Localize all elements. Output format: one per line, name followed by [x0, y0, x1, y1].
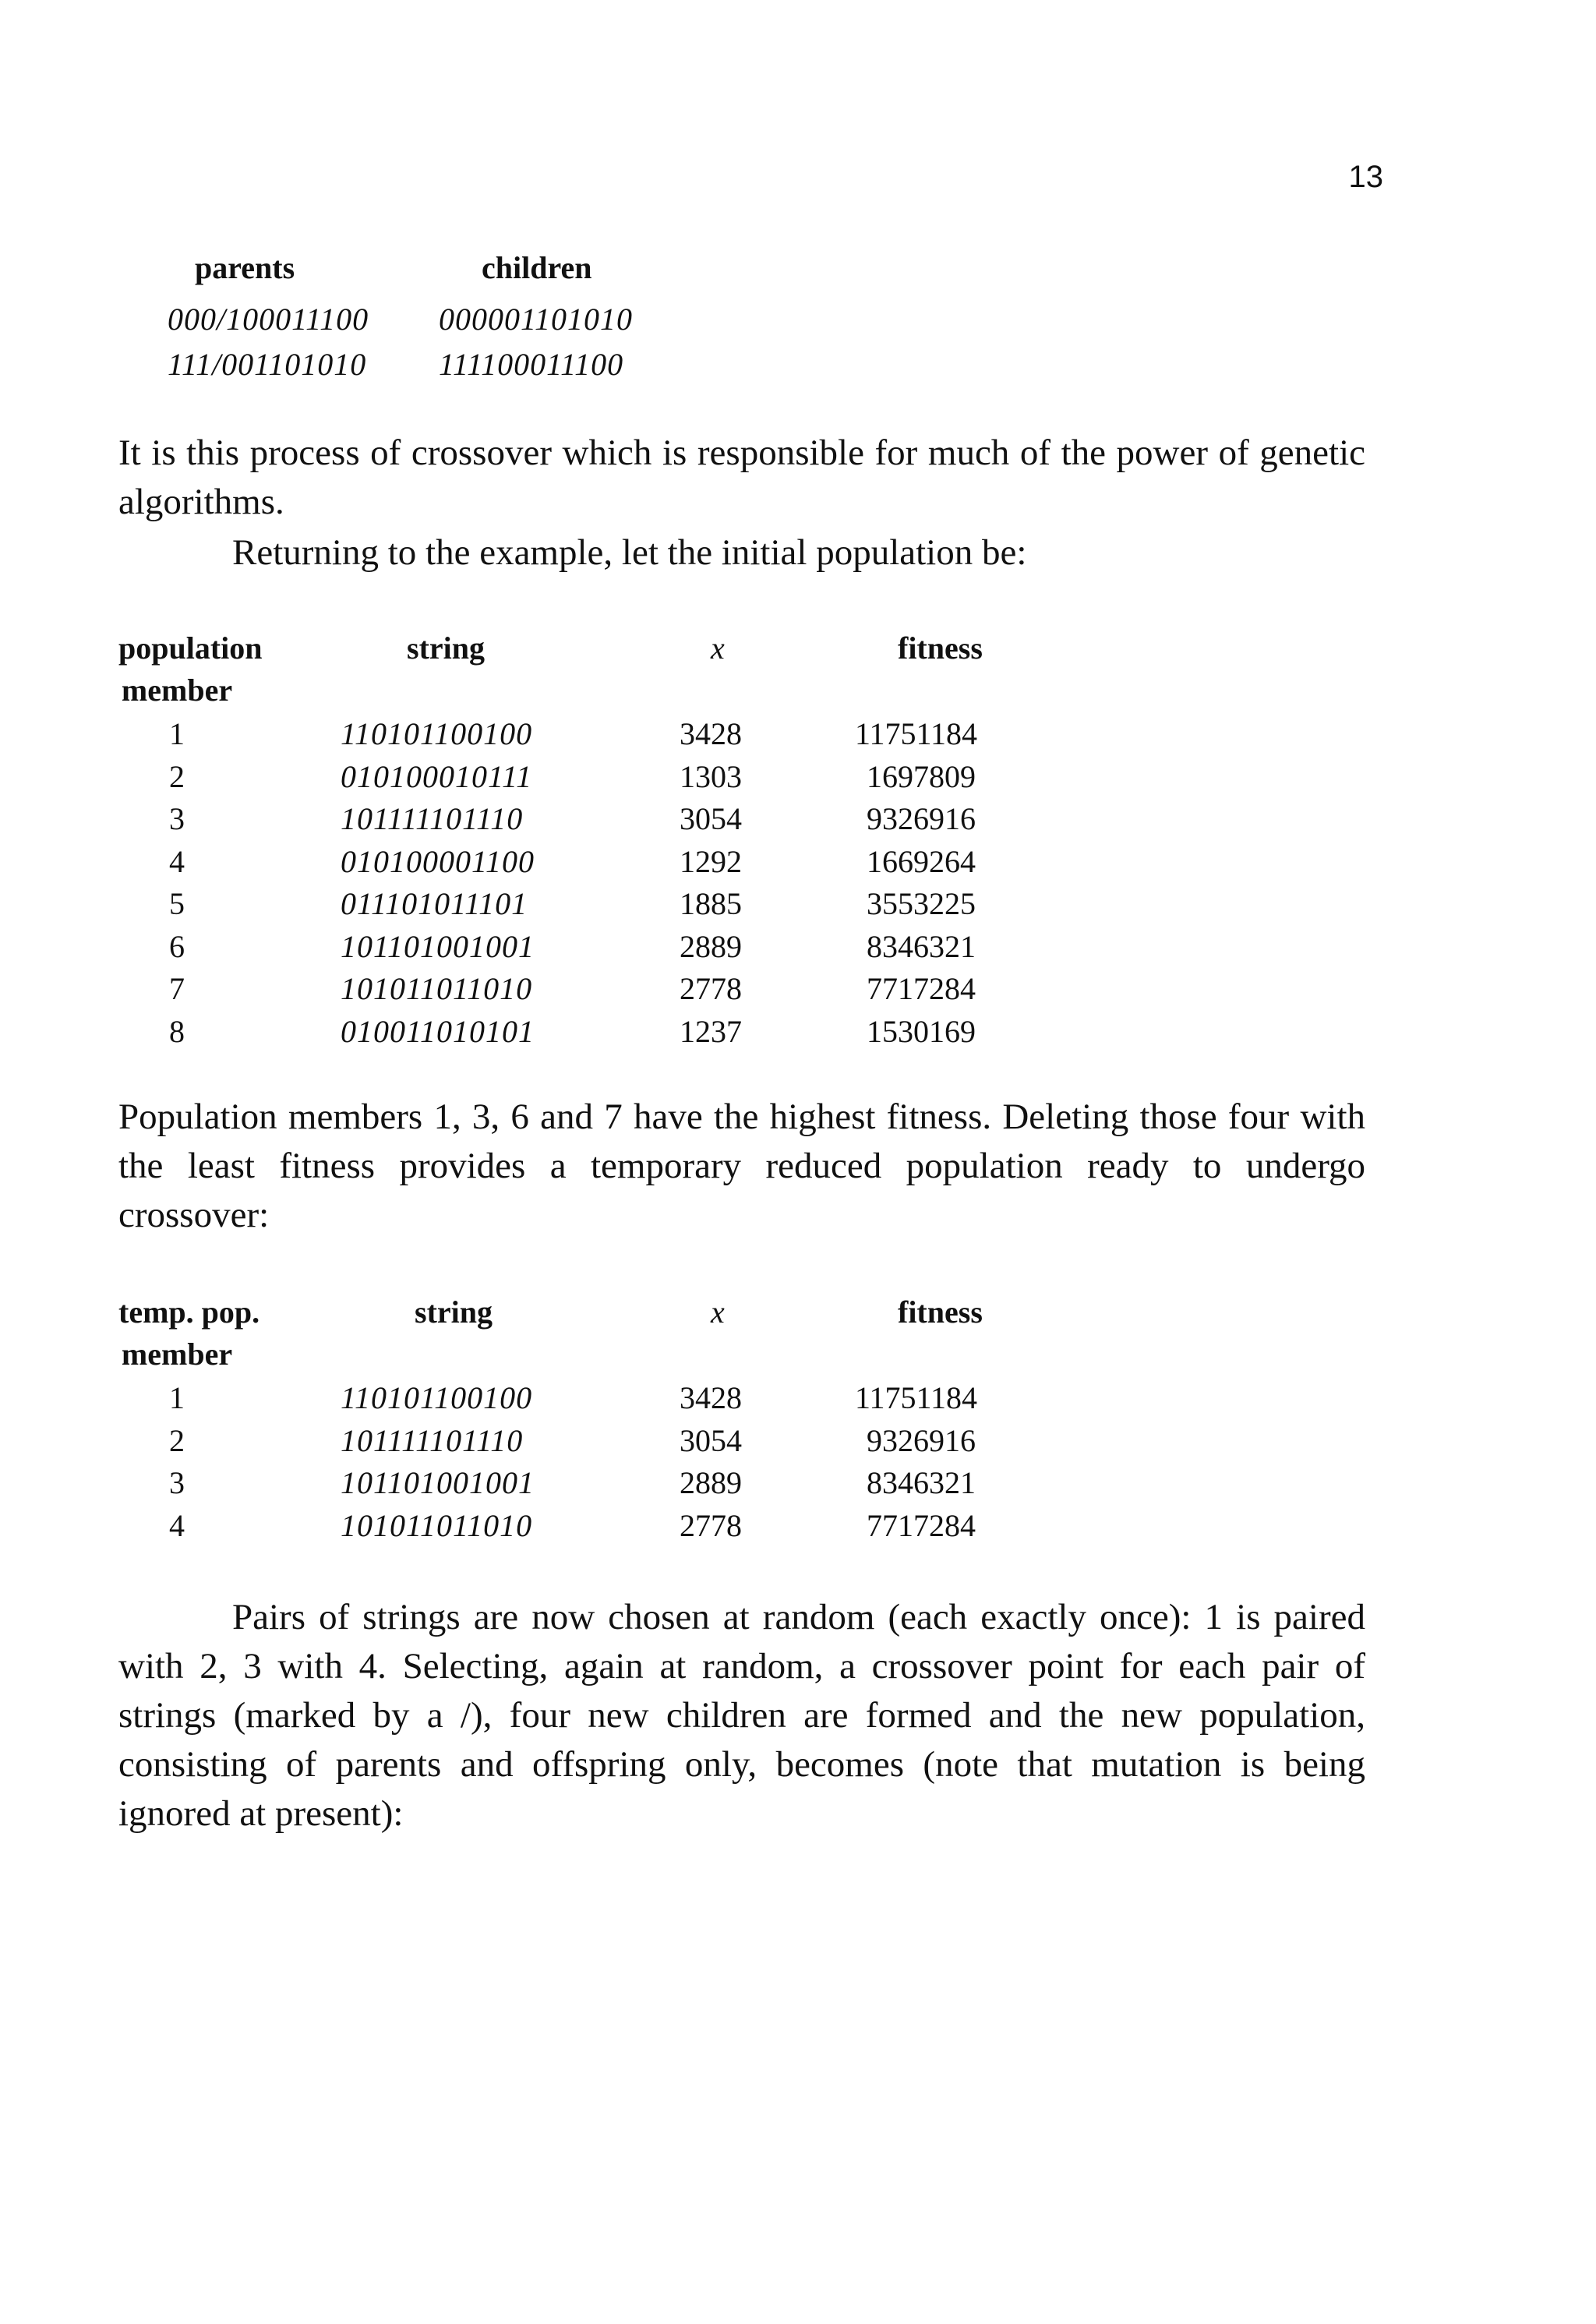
- x-cell: 2889: [680, 928, 742, 964]
- string-cell: 101111101110: [341, 1422, 524, 1458]
- children-header: children: [482, 250, 592, 285]
- string-cell: 110101100100: [341, 716, 533, 751]
- parent-string: 000/100011100: [168, 302, 369, 337]
- member-cell: 2: [169, 758, 185, 794]
- x-cell: 1237: [680, 1013, 742, 1049]
- x-cell: 3054: [680, 1422, 742, 1458]
- string-cell: 010100010111: [341, 758, 533, 794]
- x-cell: 3054: [680, 801, 742, 836]
- fitness-cell: 8346321: [867, 1465, 976, 1500]
- fitness-cell: 1697809: [867, 758, 976, 794]
- column-header-string: string: [407, 630, 485, 666]
- x-cell: 2778: [680, 1507, 742, 1543]
- parents-header: parents: [195, 250, 295, 285]
- column-header-member: population: [118, 630, 263, 666]
- member-cell: 1: [169, 1380, 185, 1415]
- member-cell: 8: [169, 1013, 185, 1049]
- paragraph-highest-fitness: Population members 1, 3, 6 and 7 have the highest fitness. Deleting those four with the least fitness provides a temporary reduced population ready to undergo crossover:: [118, 1097, 1365, 1235]
- x-cell: 2889: [680, 1465, 742, 1500]
- child-string: 111100011100: [439, 347, 624, 382]
- column-header-fitness: fitness: [898, 630, 983, 666]
- fitness-cell: 7717284: [867, 1507, 976, 1543]
- fitness-cell: 11751184: [855, 716, 978, 751]
- x-cell: 1292: [680, 843, 742, 879]
- paragraph-crossover-power: It is this process of crossover which is responsible for much of the power of genetic algorithms.: [118, 433, 1365, 522]
- fitness-cell: 7717284: [867, 971, 976, 1006]
- string-cell: 101111101110: [341, 801, 524, 836]
- member-cell: 5: [169, 886, 185, 921]
- string-cell: 010011010101: [341, 1013, 535, 1049]
- x-cell: 2778: [680, 971, 742, 1006]
- string-cell: 101101001001: [341, 1465, 535, 1500]
- column-header-string: string: [415, 1294, 493, 1330]
- column-header-x: x: [711, 1294, 725, 1330]
- string-cell: 101011011010: [341, 971, 533, 1006]
- fitness-cell: 3553225: [867, 886, 976, 921]
- member-cell: 4: [169, 843, 185, 879]
- member-cell: 6: [169, 928, 185, 964]
- child-string: 000001101010: [439, 302, 634, 337]
- parent-string: 111/001101010: [168, 347, 367, 382]
- paragraph-pairs-crossover: Pairs of strings are now chosen at random (each exactly once): 1 is paired with 2, 3 with 4. Selecting, again at random, a crossover point for each pair of strings (marked by a /), four new children are formed and the new population, consisting of parents and offspring only, becomes (note that mutation is being ignored at present):: [118, 1597, 1365, 1834]
- string-cell: 101101001001: [341, 928, 535, 964]
- member-cell: 2: [169, 1422, 185, 1458]
- member-cell: 7: [169, 971, 185, 1006]
- fitness-cell: 8346321: [867, 928, 976, 964]
- column-header-member-line2: member: [121, 673, 233, 708]
- column-header-fitness: fitness: [898, 1294, 983, 1330]
- member-cell: 1: [169, 716, 185, 751]
- fitness-cell: 11751184: [855, 1380, 978, 1415]
- x-cell: 3428: [680, 716, 742, 751]
- string-cell: 010100001100: [341, 843, 535, 879]
- page-number: 13: [1348, 160, 1383, 194]
- x-cell: 3428: [680, 1380, 742, 1415]
- x-cell: 1303: [680, 758, 742, 794]
- fitness-cell: 9326916: [867, 801, 976, 836]
- member-cell: 3: [169, 1465, 185, 1500]
- string-cell: 011101011101: [341, 886, 528, 921]
- string-cell: 110101100100: [341, 1380, 533, 1415]
- x-cell: 1885: [680, 886, 742, 921]
- paragraph-initial-population: Returning to the example, let the initial population be:: [232, 532, 1027, 573]
- column-header-member-line2: member: [121, 1337, 233, 1372]
- fitness-cell: 1530169: [867, 1013, 976, 1049]
- fitness-cell: 1669264: [867, 843, 976, 879]
- column-header-member: temp. pop.: [118, 1294, 260, 1330]
- member-cell: 4: [169, 1507, 185, 1543]
- column-header-x: x: [711, 630, 725, 666]
- member-cell: 3: [169, 801, 185, 836]
- fitness-cell: 9326916: [867, 1422, 976, 1458]
- string-cell: 101011011010: [341, 1507, 533, 1543]
